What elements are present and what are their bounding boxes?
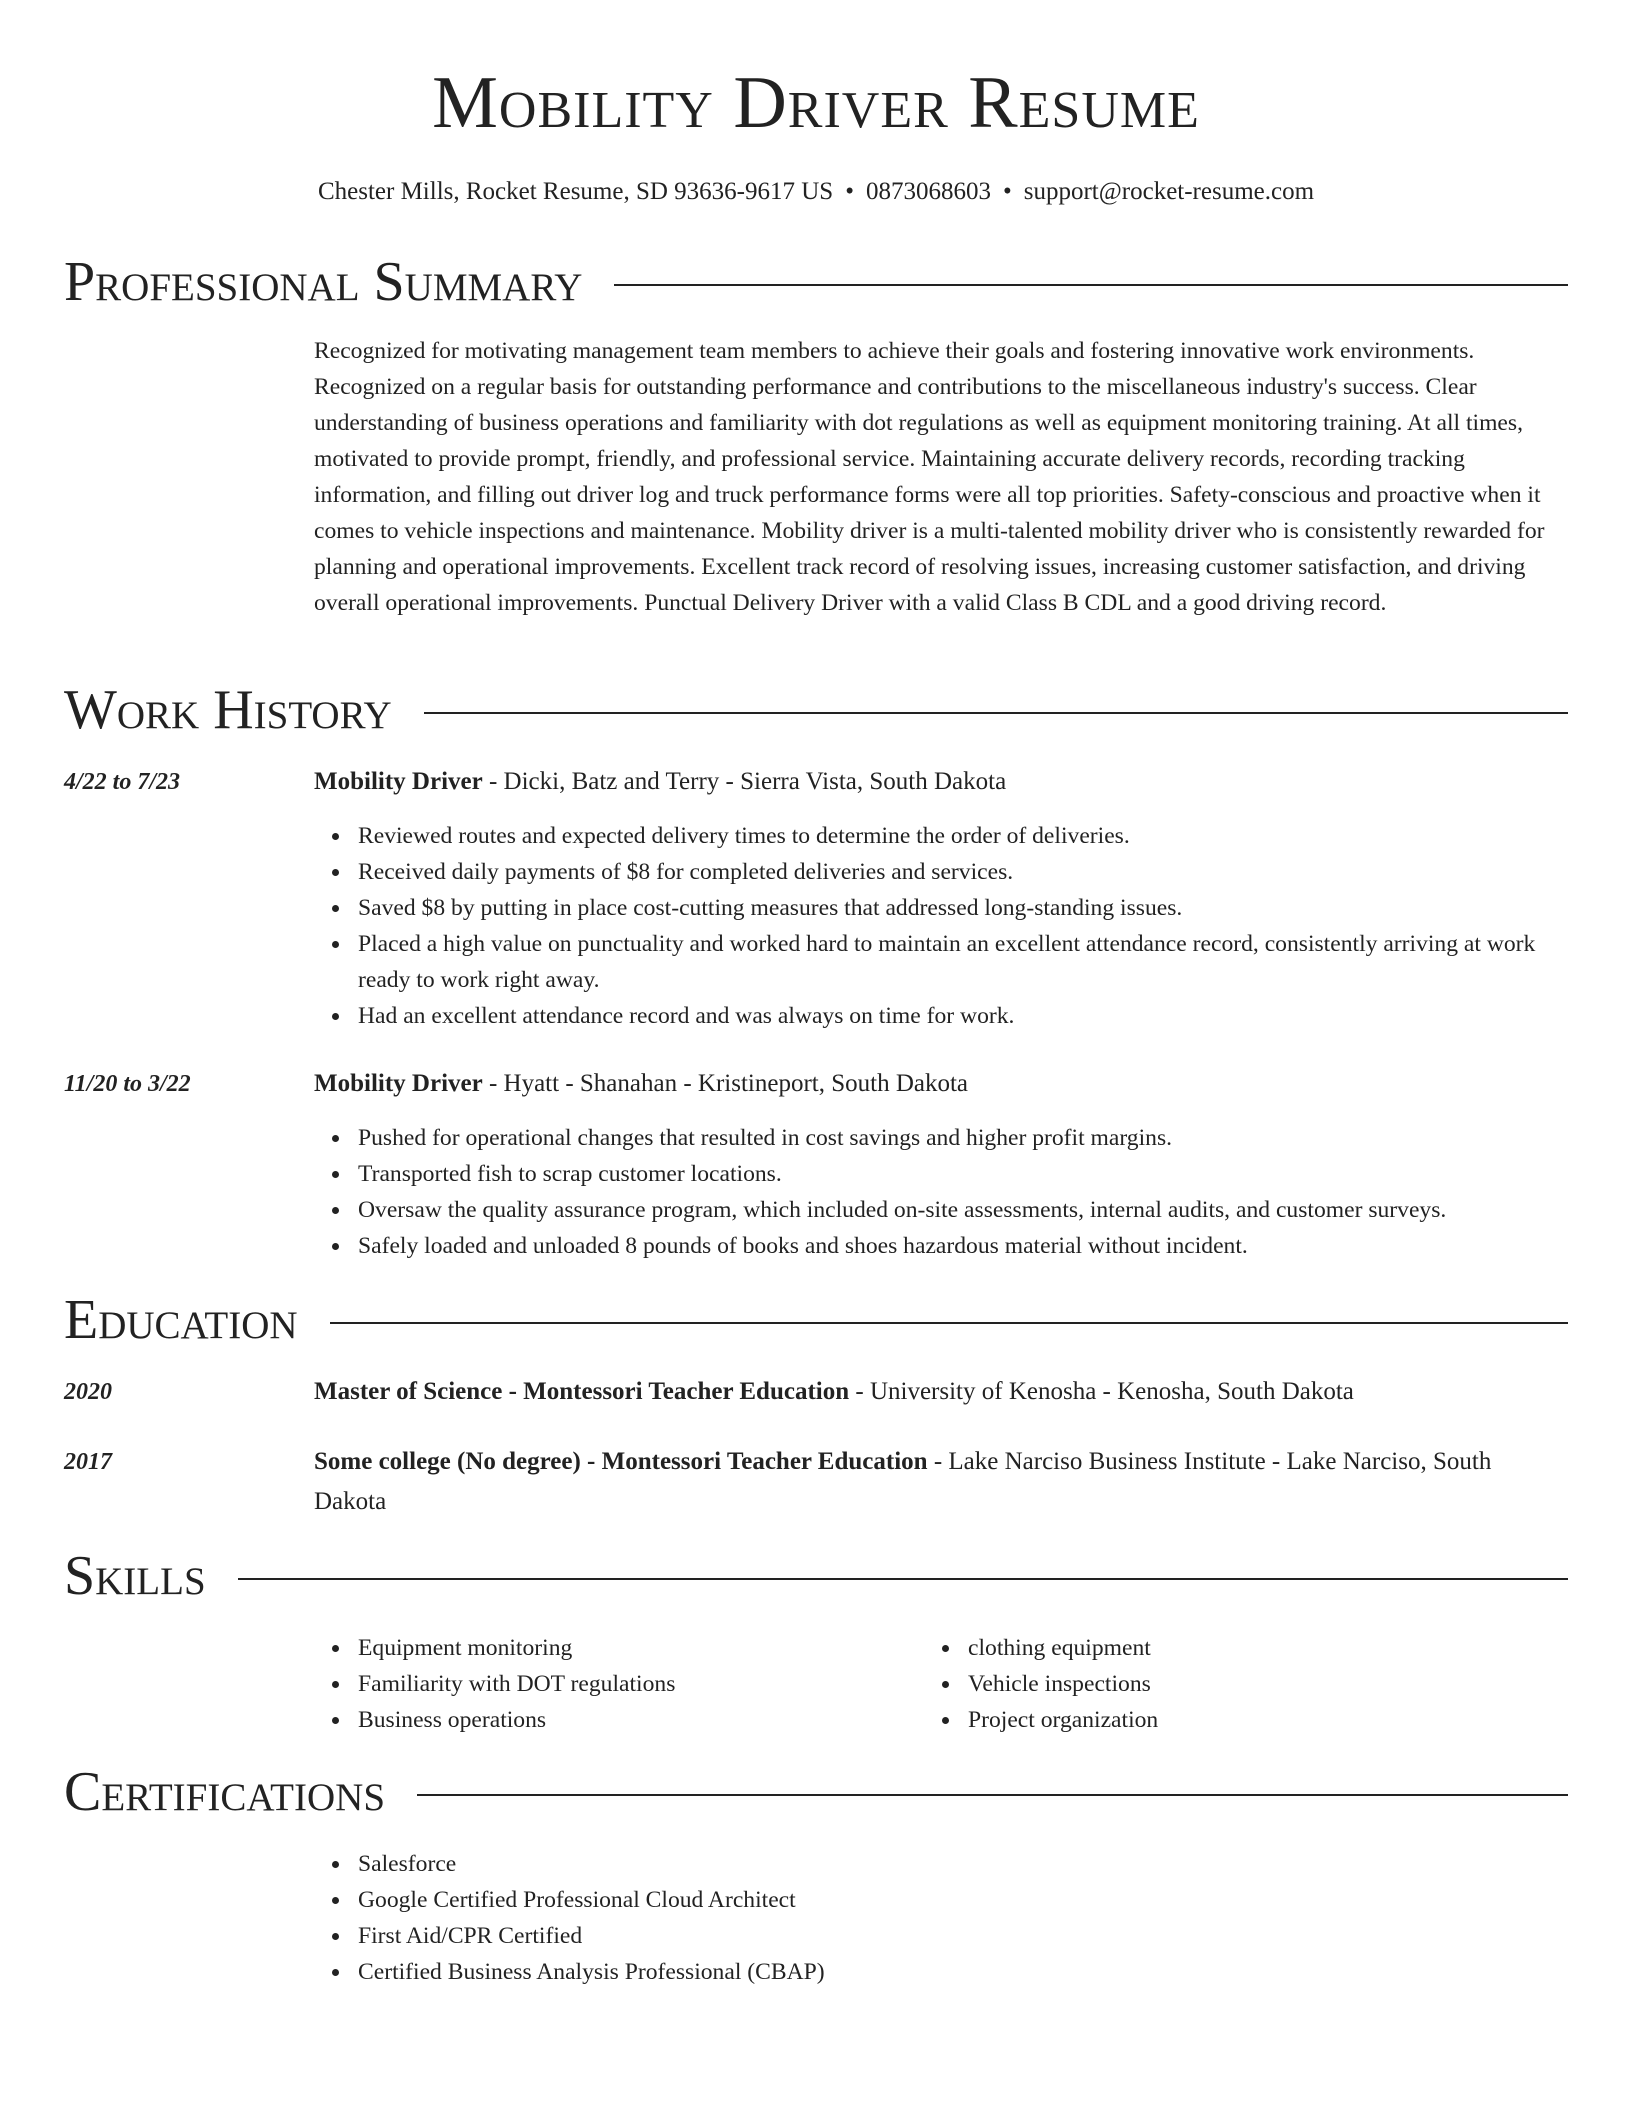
- list-item: Familiarity with DOT regulations: [358, 1666, 1568, 1702]
- contact-email: support@rocket-resume.com: [1023, 178, 1315, 205]
- list-item: Google Certified Professional Cloud Architect: [358, 1882, 1568, 1918]
- education-degree: Master of Science - Montessori Teacher Education: [314, 1378, 850, 1405]
- section-title-skills: Skills: [64, 1545, 206, 1607]
- list-item: Reviewed routes and expected delivery times to determine the order of deliveries.: [358, 818, 1568, 854]
- list-item: Pushed for operational changes that resulted in cost savings and higher profit margins.: [358, 1120, 1568, 1156]
- education-details: - University of Kenosha - Kenosha, South Dakota: [849, 1378, 1354, 1405]
- contact-address: Chester Mills, Rocket Resume, SD 93636-9617 US: [317, 178, 834, 205]
- job-details: - Hyatt - Shanahan - Kristineport, South Dakota: [482, 1070, 969, 1097]
- list-item: Certified Business Analysis Professional (CBAP): [358, 1954, 1568, 1990]
- job-details: - Dicki, Batz and Terry - Sierra Vista, South Dakota: [482, 768, 1007, 795]
- job-title: Mobility Driver: [314, 1070, 483, 1097]
- section-divider: [417, 1794, 1568, 1796]
- education-details: - Lake Narciso Business Institute - Lake Narciso, South Dakota: [314, 1448, 1492, 1515]
- contact-line: [0, 174, 1632, 210]
- job-dates: 11/20 to 3/22: [64, 1071, 191, 1097]
- list-item: Equipment monitoring: [358, 1630, 1568, 1666]
- list-item: Vehicle inspections: [968, 1666, 1632, 1702]
- summary-section-header: [64, 250, 1568, 314]
- education-year: 2020: [64, 1379, 112, 1405]
- education-entry: [314, 1442, 1568, 1522]
- section-divider: [424, 712, 1568, 714]
- list-item: Had an excellent attendance record and was always on time for work.: [358, 998, 1568, 1034]
- resume-title: Mobility Driver Resume: [432, 62, 1200, 144]
- skills-section-header: [64, 1544, 1568, 1608]
- list-item: Placed a high value on punctuality and worked hard to maintain an excellent attendance record, consistently arriving at work ready to work right away.: [358, 926, 1568, 998]
- contact-separator: •: [1002, 178, 1012, 205]
- section-title-work: Work History: [64, 679, 392, 741]
- job-title: Mobility Driver: [314, 768, 483, 795]
- list-item: Saved $8 by putting in place cost-cutting measures that addressed long-standing issues.: [358, 890, 1568, 926]
- list-item: Oversaw the quality assurance program, which included on-site assessments, internal audits, and customer surveys.: [358, 1192, 1568, 1228]
- skills-list-right: [924, 1630, 1632, 1738]
- contact-phone: 0873068603: [865, 178, 991, 205]
- list-item: Project organization: [968, 1702, 1632, 1738]
- section-title-summary: Professional Summary: [64, 251, 583, 313]
- list-item: Safely loaded and unloaded 8 pounds of books and shoes hazardous material without incident.: [358, 1228, 1568, 1264]
- job-heading: [314, 1064, 1568, 1104]
- job-bullets: [314, 818, 1568, 1034]
- job-dates: 4/22 to 7/23: [64, 769, 181, 795]
- list-item: First Aid/CPR Certified: [358, 1918, 1568, 1954]
- education-section-header: [64, 1288, 1568, 1352]
- certifications-section-header: [64, 1760, 1568, 1824]
- education-year: 2017: [64, 1449, 112, 1475]
- list-item: Salesforce: [358, 1846, 1568, 1882]
- job-heading: [314, 762, 1568, 802]
- summary-text: Recognized for motivating management team members to achieve their goals and fostering innovative work environments. Recognized on a regular basis for outstanding performance and contributions to the miscellaneous industry's success. Clear understanding of business operations and familiarity with dot regulations as well as equipment monitoring training. At all times, motivated to provide prompt, friendly, and professional service. Maintaining accurate delivery records, recording tracking information, and filling out driver log and truck performance forms were all top priorities. Safety-conscious and proactive when it comes to vehicle inspections and maintenance. Mobility driver is a multi-talented mobility driver who is consistently rewarded for planning and operational improvements. Excellent track record of resolving issues, increasing customer satisfaction, and driving overall operational improvements. Punctual Delivery Driver with a valid Class B CDL and a good driving record.: [314, 338, 1545, 616]
- education-degree: Some college (No degree) - Montessori Teacher Education: [314, 1448, 928, 1475]
- section-title-education: Education: [64, 1289, 298, 1351]
- education-entry: [314, 1372, 1568, 1412]
- section-title-certifications: Certifications: [64, 1761, 386, 1823]
- contact-separator: •: [845, 178, 854, 205]
- certifications-list: [314, 1846, 1568, 1990]
- section-divider: [330, 1322, 1568, 1324]
- list-item: Received daily payments of $8 for completed deliveries and services.: [358, 854, 1568, 890]
- list-item: Transported fish to scrap customer locations.: [358, 1156, 1568, 1192]
- section-divider: [614, 284, 1568, 286]
- list-item: clothing equipment: [968, 1630, 1632, 1666]
- job-bullets: [314, 1120, 1568, 1264]
- work-section-header: [64, 678, 1568, 742]
- list-item: Business operations: [358, 1702, 1568, 1738]
- section-divider: [238, 1578, 1568, 1580]
